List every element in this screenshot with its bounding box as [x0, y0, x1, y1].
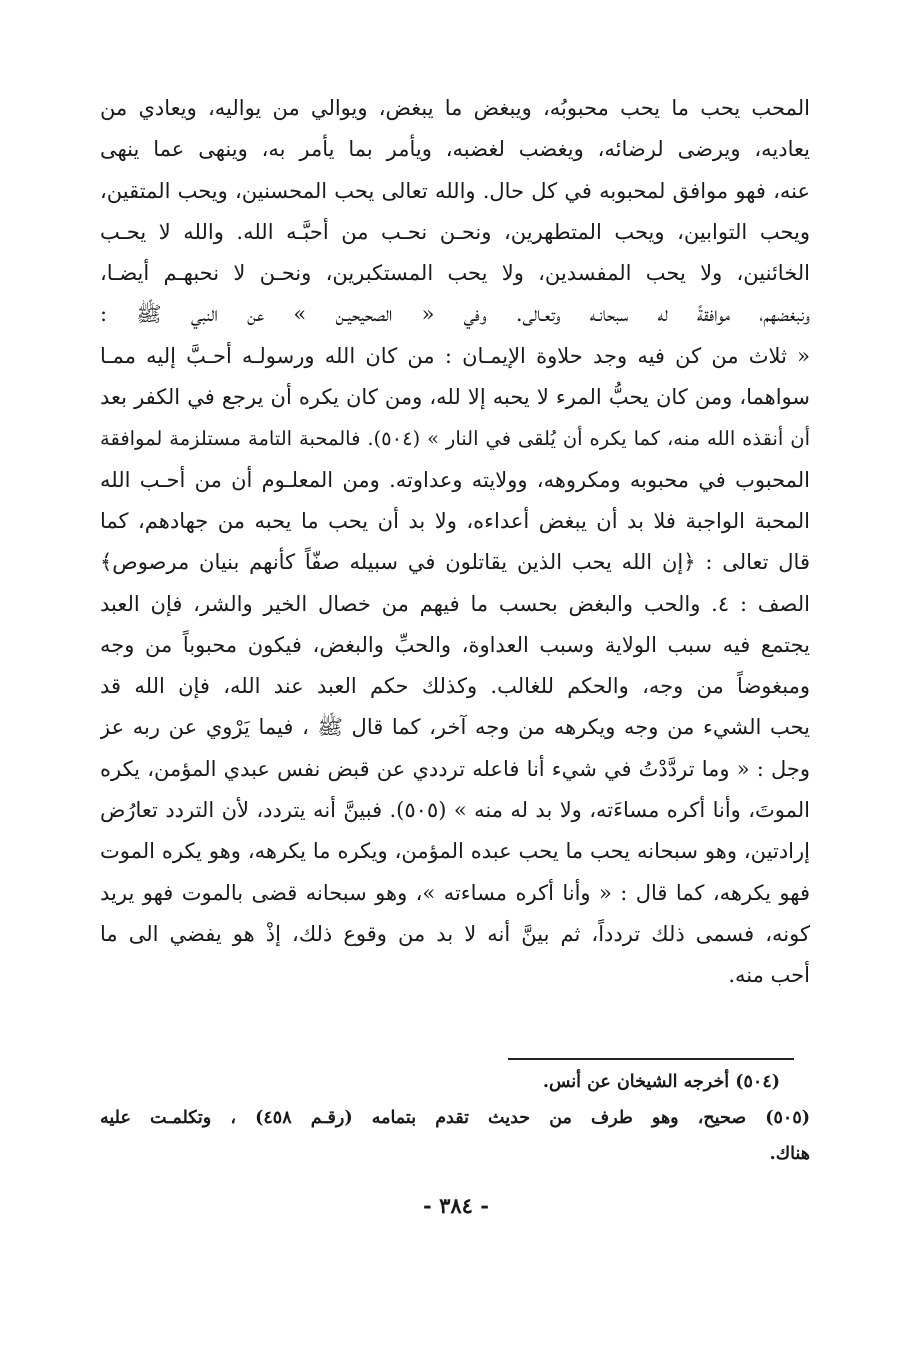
text-line: المحبة الواجبة فلا بد أن يبغض أعداءه، ولا بد أن يحب ما يحبه من جهادهم، كما — [100, 508, 810, 533]
text-line: « ثلاث من كن فيه وجد حلاوة الإيمـان : من كان الله ورسولـه أحـبَّ إليه ممـا — [100, 343, 810, 368]
footnotes — [100, 1064, 810, 1172]
text-line: المحبوب في محبوبه ومكروهه، وولايته وعداوته. ومن المعلـوم أن من أحـب الله — [100, 467, 810, 492]
text-line: إرادتين، وهو سبحانه يحب ما يحب عبده المؤمن، ويكره ما يكرهه، وهو يكره الموت — [100, 839, 810, 864]
text-line: ويحب التوابين، ويحب المتطهرين، ونحـن نحـب من أحبَّـه الله. والله لا يحـب — [100, 219, 810, 244]
footnote-504: (٥٠٤) أخرجه الشيخان عن أنس. — [542, 1072, 780, 1092]
text-line: ونبغضهم، موافقةً له سبحانـه وتعـالى. وفي « الصحيحيـن » عن النبي ﷺ : — [100, 302, 810, 327]
text-line: الصف : ٤. والحب والبغض بحسب ما فيهم من خصال الخير والشر، فإن العبد — [100, 591, 810, 616]
text-line: يعاديه، ويرضى لرضائه، ويغضب لغضبه، ويأمر بما يأمر به، وينهى عما ينهى — [100, 137, 810, 162]
text-line: أن أنقذه الله منه، كما يكره أن يُلقى في النار » (٥٠٤). فالمحبة التامة مستلزمة لموافقة — [100, 427, 810, 451]
main-text — [100, 88, 810, 997]
text-line: أحب منه. — [728, 963, 810, 988]
footnote-505-continuation: هناك. — [769, 1144, 810, 1164]
footnote-505: (٥٠٥) صحيح، وهو طرف من حديث تقدم بتمامه (رقـم ٤٥٨) ، وتكلمـت عليه — [100, 1108, 810, 1128]
text-line: يحب الشيء من وجه ويكرهه من وجه آخر، كما قال ﷺ ، فيما يَرْوي عن ربه عز — [100, 715, 810, 740]
text-line: كونه، فسمى ذلك تردداً، ثم بينَّ أنه لا بد من وقوع ذلك، إذْ هو يفضي الى ما — [100, 921, 810, 946]
page-number: - ٣٨٤ - — [423, 1193, 489, 1218]
text-line: يجتمع فيه سبب الولاية وسبب العداوة، والحبِّ والبغض، فيكون محبوباً من وجه — [100, 632, 810, 657]
text-line: فهو يكرهه، كما قال : « وأنا أكره مساءته »، وهو سبحانه قضى بالموت فهو يريد — [100, 880, 810, 905]
text-line: وجل : « وما تردَّدْتُ في شيء أنا فاعله ترددي عن قبض نفس عبدي المؤمن، يكره — [100, 756, 810, 781]
text-line: سواهما، ومن كان يحبُّ المرء لا يحبه إلا لله، ومن كان يكره أن يرجع في الكفر بعد — [100, 385, 810, 410]
text-line: المحب يحب ما يحب محبوبُه، ويبغض ما يبغض، ويوالي من يواليه، ويعادي من — [100, 96, 810, 120]
footnote-divider — [508, 1058, 794, 1060]
text-line: الخائنين، ولا يحب المفسدين، ولا يحب المستكبرين، ونحـن لا نحبهـم أيضـا، — [100, 261, 810, 286]
text-line: قال تعالى : ﴿إن الله يحب الذين يقاتلون في سبيله صفّاً كأنهم بنيان مرصوص﴾ — [100, 550, 810, 575]
text-line: عنه، فهو موافق لمحبوبه في كل حال. والله تعالى يحب المحسنين، ويحب المتقين، — [100, 178, 810, 203]
text-line: الموتَ، وأنا أكره مساءَته، ولا بد له منه » (٥٠٥). فبينَّ أنه يتردد، لأن التردد تعارُض — [100, 798, 810, 823]
text-line: ومبغوضاً من وجه، والحكم للغالب. وكذلك حكم العبد عند الله، فإن الله قد — [100, 674, 810, 699]
